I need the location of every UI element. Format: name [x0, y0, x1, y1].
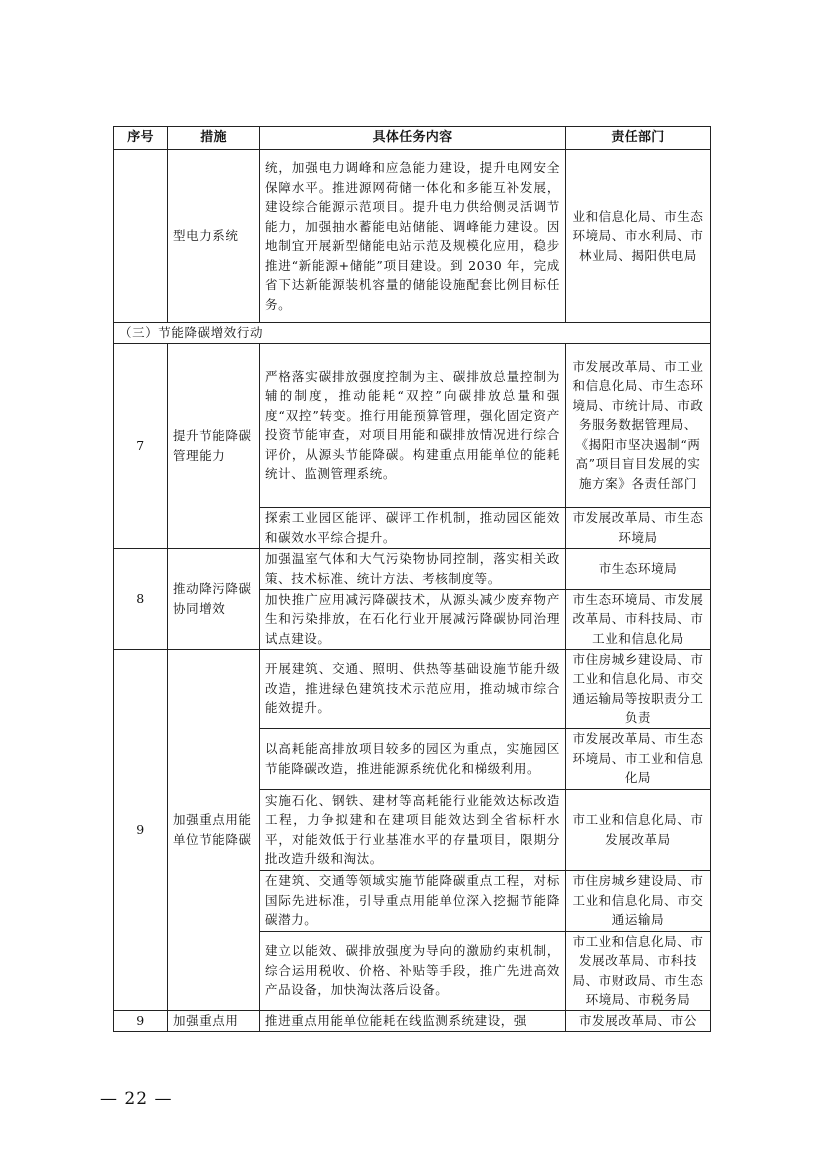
- header-task: 具体任务内容: [260, 127, 566, 150]
- row-task: 在建筑、交通等领域实施节能降碳重点工程，对标国际先进标准，引导重点用能单位深入挖掘节能降碳潜力。: [260, 870, 566, 931]
- task-table: [113, 126, 711, 1032]
- row-dept: 市发展改革局、市生态环境局、市工业和信息化局: [566, 728, 711, 789]
- table-row: [114, 150, 711, 323]
- row-task: 以高耗能高排放项目较多的园区为重点，实施园区节能降碳改造，推进能源系统优化和梯级利用。: [260, 728, 566, 789]
- row-measure: 提升节能降碳管理能力: [168, 343, 260, 548]
- row-measure: 加强重点用: [168, 1010, 260, 1031]
- row-number: 9: [114, 1010, 168, 1031]
- row-dept: 市发展改革局、市工业和信息化局、市生态环境局、市统计局、市政务服务数据管理局、《揭阳市坚决遏制“两高”项目盲目发展的实施方案》各责任部门: [566, 343, 711, 507]
- row-task: 加快推广应用减污降碳技术，从源头减少废弃物产生和污染排放，在石化行业开展减污降碳协同治理试点建设。: [260, 589, 566, 649]
- row-dept: 市生态环境局、市发展改革局、市科技局、市工业和信息化局: [566, 589, 711, 649]
- row-dept: 市生态环境局: [566, 548, 711, 589]
- row-dept: 市住房城乡建设局、市工业和信息化局、市交通运输局等按职责分工负责: [566, 649, 711, 728]
- row-dept: 市住房城乡建设局、市工业和信息化局、市交通运输局: [566, 870, 711, 931]
- row-dept: 市工业和信息化局、市发展改革局: [566, 789, 711, 870]
- row-number: 8: [114, 548, 168, 649]
- row-measure: 型电力系统: [168, 150, 260, 323]
- row-number: 7: [114, 343, 168, 548]
- page-number: — 22 —: [100, 1089, 173, 1109]
- row-dept: 市发展改革局、市生态环境局: [566, 507, 711, 548]
- row-task: 建立以能效、碳排放强度为导向的激励约束机制，综合运用税收、价格、补贴等手段，推广先进高效产品设备，加快淘汰落后设备。: [260, 931, 566, 1010]
- table-row: [114, 1010, 711, 1031]
- row-task: 统，加强电力调峰和应急能力建设，提升电网安全保障水平。推进源网荷储一体化和多能互补发展，建设综合能源示范项目。提升电力供给侧灵活调节能力，加强抽水蓄能电站储能、调峰能力建设。因地制宜开展新型储能电站示范及规模化应用，稳步推进“新能源+储能”项目建设。到 2030 年，完成省下达新能源装机容量的储能设施配套比例目标任务。: [260, 150, 566, 323]
- row-dept: 业和信息化局、市生态环境局、市水利局、市林业局、揭阳供电局: [566, 150, 711, 323]
- section-row: [114, 323, 711, 344]
- row-dept: 市工业和信息化局、市发展改革局、市科技局、市财政局、市生态环境局、市税务局: [566, 931, 711, 1010]
- table-row: [114, 649, 711, 728]
- table-row: [114, 343, 711, 507]
- row-dept: 市发展改革局、市公: [566, 1010, 711, 1031]
- row-task: 加强温室气体和大气污染物协同控制，落实相关政策、技术标准、统计方法、考核制度等。: [260, 548, 566, 589]
- row-task: 实施石化、钢铁、建材等高耗能行业能效达标改造工程，力争拟建和在建项目能效达到全省标杆水平，对能效低于行业基准水平的存量项目，限期分批改造升级和淘汰。: [260, 789, 566, 870]
- row-measure: 加强重点用能单位节能降碳: [168, 649, 260, 1010]
- section-title: （三）节能降碳增效行动: [114, 323, 711, 344]
- row-measure: 推动降污降碳协同增效: [168, 548, 260, 649]
- row-task: 开展建筑、交通、照明、供热等基础设施节能升级改造，推进绿色建筑技术示范应用，推动城市综合能效提升。: [260, 649, 566, 728]
- header-measure: 措施: [168, 127, 260, 150]
- header-no: 序号: [114, 127, 168, 150]
- table-header-row: [114, 127, 711, 150]
- row-task: 推进重点用能单位能耗在线监测系统建设，强: [260, 1010, 566, 1031]
- table-row: [114, 548, 711, 589]
- row-number: 9: [114, 649, 168, 1010]
- header-dept: 责任部门: [566, 127, 711, 150]
- row-task: 严格落实碳排放强度控制为主、碳排放总量控制为辅的制度，推动能耗“双控”向碳排放总量和强度“双控”转变。推行用能预算管理，强化固定资产投资节能审查，对项目用能和碳排放情况进行综合评价，从源头节能降碳。构建重点用能单位的能耗统计、监测管理系统。: [260, 343, 566, 507]
- row-number: [114, 150, 168, 323]
- row-task: 探索工业园区能评、碳评工作机制，推动园区能效和碳效水平综合提升。: [260, 507, 566, 548]
